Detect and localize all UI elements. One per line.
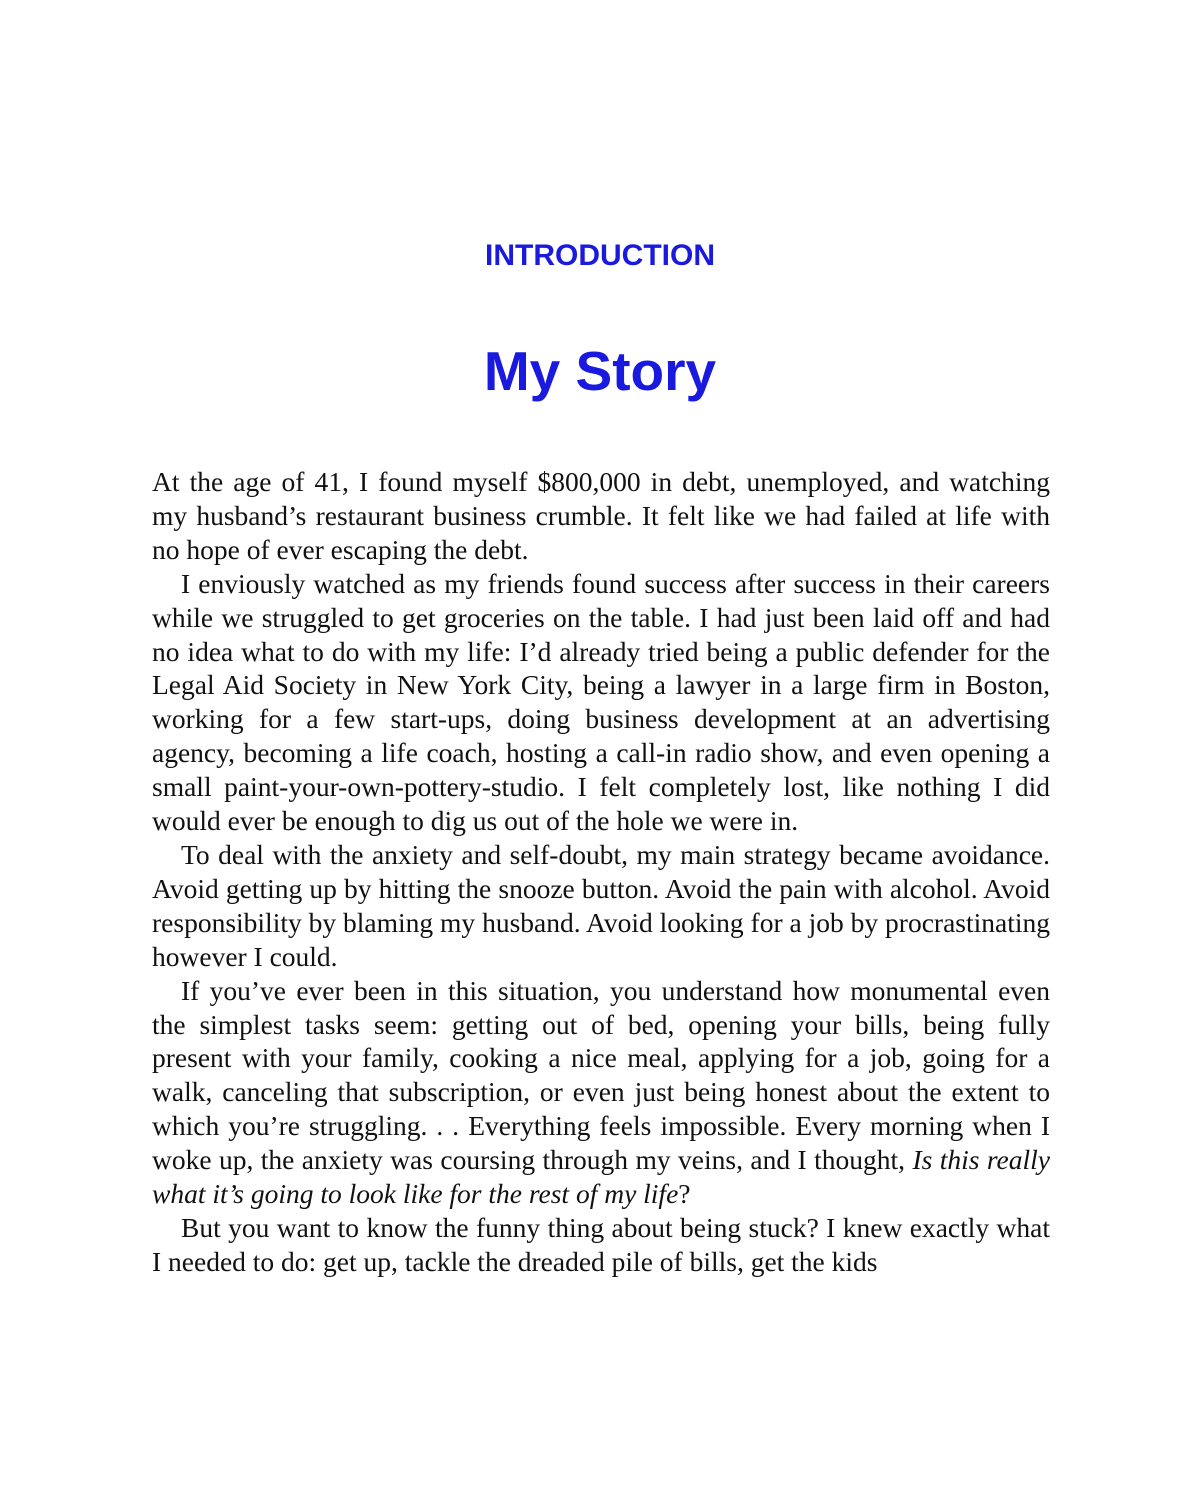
chapter-title: My Story [483, 340, 717, 402]
paragraph-3: To deal with the anxiety and self-doubt, my main strategy became avoidance. Avoid getting up by hitting the snooze button. Avoid the pain with alcohol. Avoid responsibility by blaming my husband. Avoid looking for a job by procrastinating however I could. [152, 838, 1050, 972]
chapter-body [152, 465, 1050, 1279]
paragraph-4-end: ? [678, 1178, 691, 1210]
paragraph-1: At the age of 41, I found myself $800,000 in debt, unemployed, and watching my husband’s restaurant business crumble. It felt like we had failed at life with no hope of ever escaping the debt. [152, 466, 1050, 565]
paragraph-4-text: If you’ve ever been in this situation, you understand how monumental even the simplest tasks seem: getting out of bed, opening your bills, being fully present with your family, cooking a nice meal, applying for a job, going for a walk, canceling that subscription, or even just being honest about the extent to which you’re struggling. . . Everything feels impossible. Every morning when I woke up, the anxiety was coursing through my veins, and I thought, [152, 974, 1050, 1176]
paragraph-4 [152, 974, 1050, 1211]
paragraph-5: But you want to know the funny thing about being stuck? I knew exactly what I needed to do: get up, tackle the dreaded pile of bills, get the kids [152, 1211, 1050, 1277]
paragraph-4-italic-thought: Is this really what it’s going to look like for the rest of my life [152, 1144, 1051, 1210]
paragraph-2: I enviously watched as my friends found success after success in their careers while we struggled to get groceries on the table. I had just been laid off and had no idea what to do with my life: I’d already tried being a public defender for the Legal Aid Society in New York City, being a lawyer in a large firm in Boston, working for a few start-ups, doing business development at an advertising agency, becoming a life coach, hosting a call-in radio show, and even opening a small paint-your-own-pottery-studio. I felt completely lost, like nothing I did would ever be enough to dig us out of the hole we were in. [152, 567, 1050, 837]
chapter-label: INTRODUCTION [485, 239, 715, 272]
